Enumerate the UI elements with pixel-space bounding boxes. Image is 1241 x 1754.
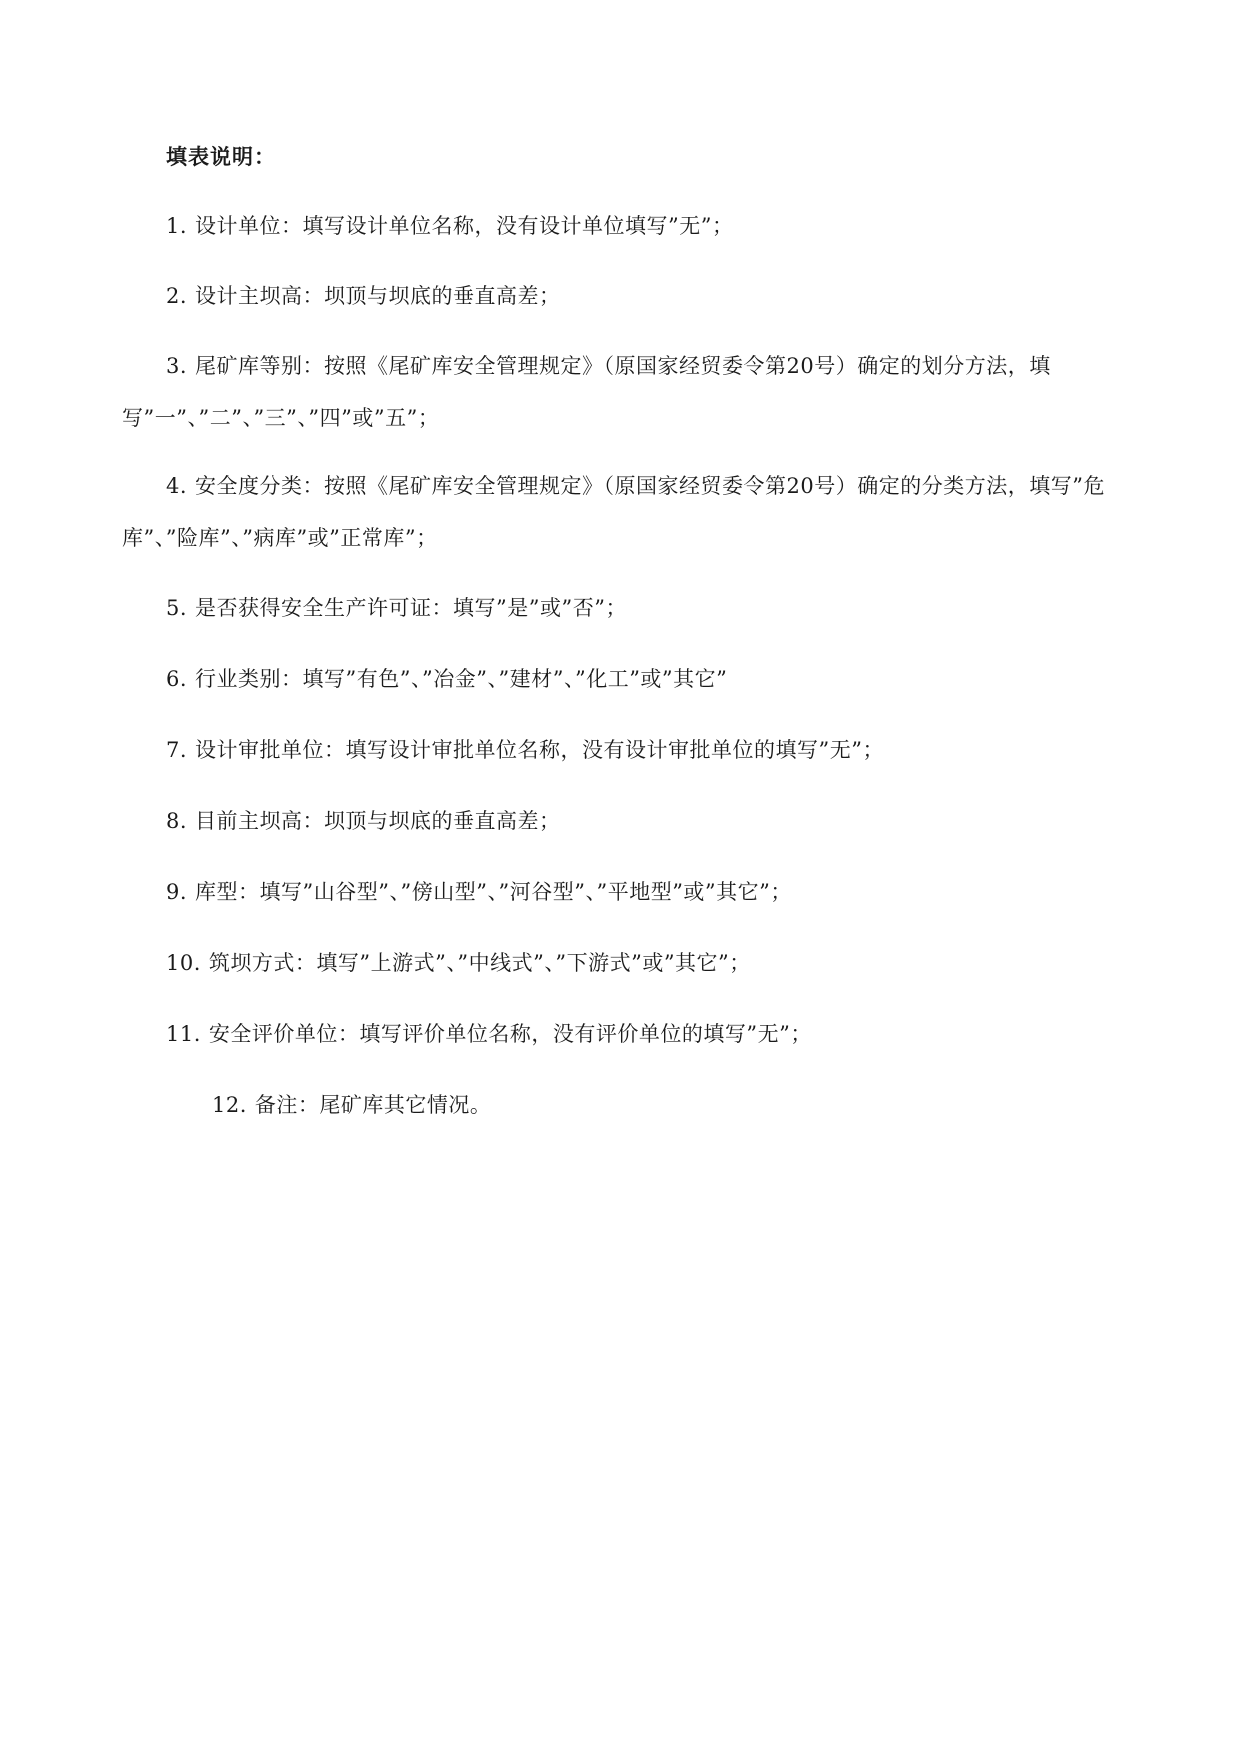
- item-text: 设计单位：填写设计单位名称，没有设计单位填写”无”；: [195, 214, 734, 238]
- item-text: 筑坝方式：填写”上游式”、”中线式”、”下游式”或”其它”；: [208, 951, 751, 975]
- item-text: 目前主坝高：坝顶与坝底的垂直高差；: [195, 809, 561, 833]
- item-text: 安全度分类：按照《尾矿库安全管理规定》（原国家经贸委令第20号）确定的分类方法，填写”危库”、”险库”、”病库”或”正常库”；: [122, 474, 1106, 550]
- item-text: 是否获得安全生产许可证：填写”是”或”否”；: [195, 596, 627, 620]
- page-heading: 填表说明：: [166, 145, 276, 169]
- instruction-item-2: [122, 270, 1132, 322]
- item-text: 设计主坝高：坝顶与坝底的垂直高差；: [195, 284, 561, 308]
- instruction-item-11: [122, 1008, 1132, 1060]
- instruction-item-9: [122, 866, 1132, 918]
- item-number: 2.: [166, 284, 188, 308]
- item-number: 4.: [166, 474, 188, 498]
- item-number: 7.: [166, 738, 188, 762]
- instruction-item-5: [122, 582, 1132, 634]
- item-number: 12.: [212, 1093, 247, 1117]
- instruction-item-12: [122, 1079, 1132, 1131]
- item-text: 设计审批单位：填写设计审批单位名称，没有设计审批单位的填写”无”；: [195, 738, 885, 762]
- instruction-item-1: [122, 200, 1132, 252]
- instruction-item-3: [122, 340, 1132, 444]
- item-number: 11.: [166, 1022, 201, 1046]
- item-text: 库型：填写”山谷型”、”傍山型”、”河谷型”、”平地型”或”其它”；: [195, 880, 792, 904]
- instruction-item-10: [122, 937, 1132, 989]
- item-number: 8.: [166, 809, 188, 833]
- instruction-item-4: [122, 460, 1132, 564]
- item-number: 5.: [166, 596, 188, 620]
- item-text: 备注：尾矿库其它情况。: [254, 1093, 492, 1117]
- item-number: 9.: [166, 880, 188, 904]
- item-number: 6.: [166, 667, 188, 691]
- item-number: 1.: [166, 214, 188, 238]
- item-text: 安全评价单位：填写评价单位名称，没有评价单位的填写”无”；: [208, 1022, 812, 1046]
- instruction-item-8: [122, 795, 1132, 847]
- instruction-item-7: [122, 724, 1132, 776]
- instruction-item-6: [122, 653, 1132, 705]
- item-number: 3.: [166, 354, 188, 378]
- item-number: 10.: [166, 951, 201, 975]
- item-text: 行业类别：填写”有色”、”冶金”、”建材”、”化工”或”其它”: [195, 667, 728, 691]
- item-text: 尾矿库等别：按照《尾矿库安全管理规定》（原国家经贸委令第20号）确定的划分方法，填写”一”、”二”、”三”、”四”或”五”；: [122, 354, 1051, 430]
